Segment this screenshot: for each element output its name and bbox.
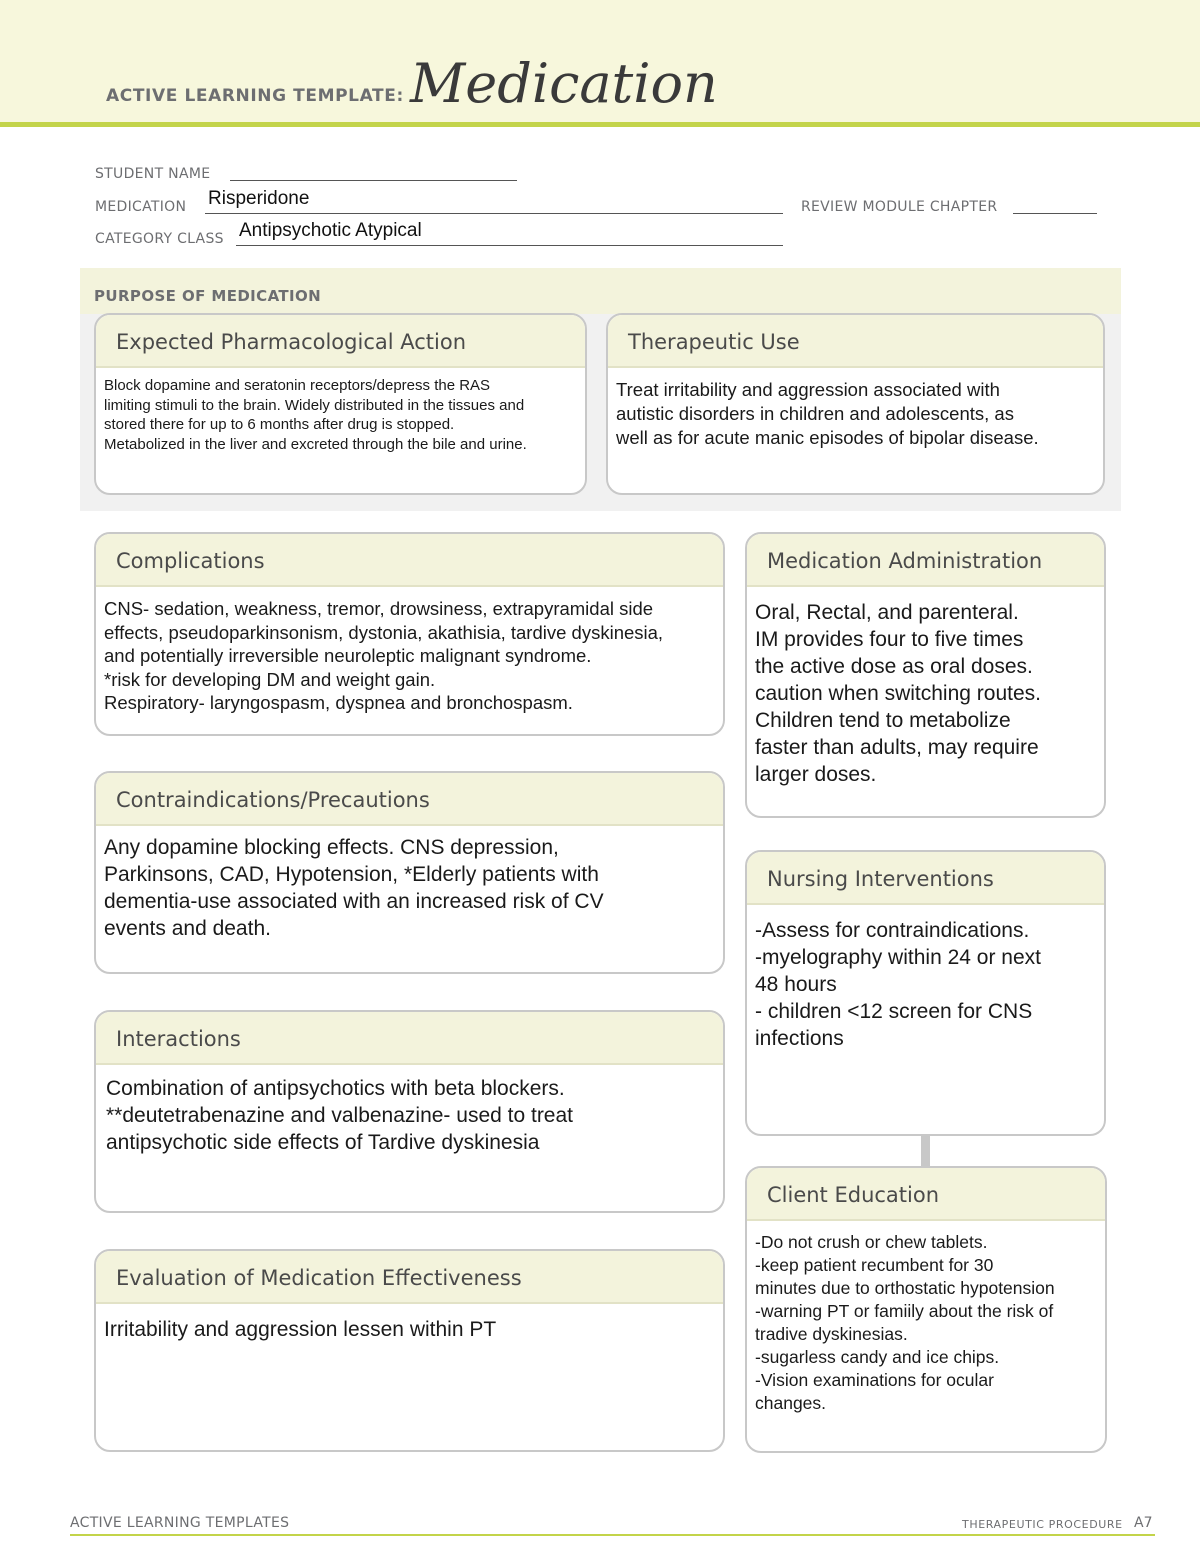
contraindications-card	[94, 771, 725, 974]
card-header	[96, 1251, 723, 1304]
student-name-line[interactable]	[230, 180, 517, 181]
evaluation-card	[94, 1249, 725, 1452]
expected-action-card	[94, 313, 587, 495]
medication-label: MEDICATION	[95, 199, 187, 215]
card-header	[608, 315, 1103, 368]
complications-text[interactable]: CNS- sedation, weakness, tremor, drowsiness, extrapyramidal side effects, pseudoparkinsonism, dystonia, akathisia, tardive dyskinesia, and potentially irreversible neuroleptic malignant syndrome. *risk for developing DM and weight gain. Respiratory- laryngospasm, dyspnea and bronchospasm.	[104, 598, 664, 713]
therapeutic-use-card	[606, 313, 1105, 495]
category-class-label: CATEGORY CLASS	[95, 231, 224, 247]
connector	[921, 1135, 930, 1166]
page-title: Medication	[410, 52, 718, 115]
footer-right: THERAPEUTIC PROCEDURE	[962, 1518, 1123, 1531]
card-header	[96, 315, 585, 368]
card-title: Nursing Interventions	[767, 867, 994, 891]
card-title: Therapeutic Use	[628, 330, 800, 354]
header-rule	[0, 122, 1200, 127]
review-module-line[interactable]	[1013, 213, 1097, 214]
footer-left: ACTIVE LEARNING TEMPLATES	[70, 1515, 290, 1531]
contraindications-text[interactable]: Any dopamine blocking effects. CNS depression, Parkinsons, CAD, Hypotension, *Elderly patients with dementia-use associated with an increased risk of CV events and death.	[104, 836, 604, 940]
expected-action-text[interactable]: Block dopamine and seratonin receptors/depress the RAS limiting stimuli to the brain. Widely distributed in the tissues and stored there for up to 6 months after drug is stopped. Metabolized in the liver and excreted through the bile and urine.	[104, 377, 527, 453]
complications-card	[94, 532, 725, 736]
medication-administration-card	[745, 532, 1106, 818]
card-header	[747, 852, 1104, 905]
medication-value[interactable]: Risperidone	[208, 188, 310, 209]
purpose-label: PURPOSE OF MEDICATION	[94, 287, 322, 305]
review-module-label: REVIEW MODULE CHAPTER	[801, 199, 998, 215]
nursing-interventions-card	[745, 850, 1106, 1136]
card-header	[96, 534, 723, 587]
medication-administration-text[interactable]: Oral, Rectal, and parenteral. IM provides four to five times the active dose as oral doses. caution when switching routes. Children tend to metabolize faster than adults, may require larger doses.	[755, 601, 1041, 786]
therapeutic-use-text[interactable]: Treat irritability and aggression associated with autistic disorders in children and adolescents, as well as for acute manic episodes of bipolar disease.	[616, 379, 1039, 448]
card-title: Complications	[116, 549, 265, 573]
footer-rule	[70, 1534, 1155, 1536]
client-education-text[interactable]: -Do not crush or chew tablets. -keep patient recumbent for 30 minutes due to orthostatic hypotension -warning PT or famiily about the risk of tradive dyskinesias. -sugarless candy and ice chips. -Vision examinations for ocular changes.	[755, 1232, 1055, 1413]
card-title: Contraindications/Precautions	[116, 788, 430, 812]
card-header	[747, 1168, 1105, 1221]
card-header	[96, 773, 723, 826]
card-title: Evaluation of Medication Effectiveness	[116, 1266, 522, 1290]
card-header	[747, 534, 1104, 587]
card-title: Client Education	[767, 1183, 940, 1207]
header-label: ACTIVE LEARNING TEMPLATE:	[106, 86, 404, 106]
interactions-text[interactable]: Combination of antipsychotics with beta blockers. **deutetrabenazine and valbenazine- used to treat antipsychotic side effects of Tardive dyskinesia	[106, 1077, 574, 1154]
student-name-label: STUDENT NAME	[95, 166, 211, 182]
medication-line[interactable]	[205, 213, 783, 214]
footer-page-number: A7	[1134, 1515, 1153, 1531]
category-class-line[interactable]	[236, 245, 783, 246]
card-title: Medication Administration	[767, 549, 1043, 573]
card-title: Expected Pharmacological Action	[116, 330, 467, 354]
client-education-card	[745, 1166, 1107, 1453]
category-class-value[interactable]: Antipsychotic Atypical	[239, 220, 422, 241]
interactions-card	[94, 1010, 725, 1213]
nursing-interventions-text[interactable]: -Assess for contraindications. -myelography within 24 or next 48 hours - children <12 screen for CNS infections	[755, 919, 1041, 1050]
card-title: Interactions	[116, 1027, 241, 1051]
card-header	[96, 1012, 723, 1065]
evaluation-text[interactable]: Irritability and aggression lessen within PT	[104, 1318, 497, 1341]
